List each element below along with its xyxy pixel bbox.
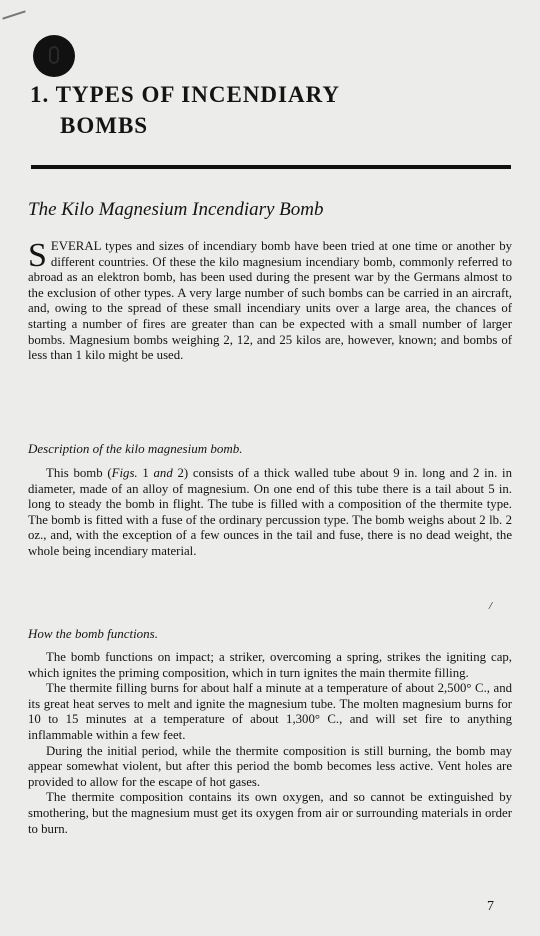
- figs-nums: 1: [137, 466, 154, 480]
- chapter-title-line2: BOMBS: [60, 113, 149, 138]
- page-number: 7: [487, 899, 494, 914]
- figs-end: 2: [172, 466, 184, 480]
- chapter-title: [30, 79, 430, 141]
- scan-speck: [2, 10, 25, 19]
- description-heading: Description of the kilo magnesium bomb.: [28, 441, 243, 456]
- intro-paragraph: [28, 239, 512, 364]
- chapter-badge-icon: [33, 35, 75, 77]
- drop-cap: S: [28, 237, 47, 274]
- figs-and: and: [153, 466, 173, 480]
- chapter-title-line1: 1. TYPES OF INCENDIARY: [30, 82, 341, 107]
- function-body: [28, 650, 512, 837]
- intro-text: EVERAL types and sizes of incendiary bomb have been tried at one time or another by different countries. Of these the kilo magnesium incendiary bomb, commonly referred to abroad as an elektron bomb, has been used during the present war by the Germans almost to the exclusion of other types. A very large number of such bombs can be carried in an aircraft, and, owing to the spread of these small incendiary units over a large area, the chances of starting a number of fires are greater than can be expected with a small number of larger bombs. Magnesium bombs weighing 2, 12, and 25 kilos are, however, known; and bombs of less than 1 kilo might be used.: [28, 239, 512, 363]
- description-text-start: This bomb (: [46, 466, 112, 480]
- section-title: The Kilo Magnesium Incendiary Bomb: [28, 199, 324, 220]
- description-text-rest: ) consists of a thick walled tube about 9 in. long and 2 in. in diameter, made of an alloy of magnesium. On one end of this tube there is a tail about 5 in. long to steady the bomb in flight. The tube is filled with a composition of the thermite type. The bomb is fitted with a fuse of the ordinary percussion type. The bomb weighs about 2 lb. 2 oz., and, with the exception of a few ounces in the tail and fuse, there is no dead weight, the whole being incendiary material.: [28, 466, 512, 558]
- function-paragraph: During the initial period, while the thermite composition is still burning, the bomb may appear somewhat violent, but after this period the bomb becomes less active. Vent holes are provided to allow for the escape of hot gases.: [28, 743, 512, 789]
- title-divider: [31, 165, 511, 169]
- function-heading: How the bomb functions.: [28, 626, 158, 641]
- stray-mark: /: [489, 600, 493, 612]
- function-paragraph: The bomb functions on impact; a striker, overcoming a spring, strikes the igniting cap, which ignites the priming composition, which in turn ignites the main thermite filling.: [28, 650, 512, 680]
- function-paragraph: The thermite composition contains its own oxygen, and so cannot be extinguished by smothering, but the magnesium must get its oxygen from air or surrounding materials in order to burn.: [28, 790, 512, 836]
- function-paragraph: The thermite filling burns for about half a minute at a temperature of about 2,500° C., and its great heat serves to melt and ignite the magnesium tube. The molten magnesium burns for 10 to 15 minutes at a temperature of about 1,300° C., and will set fire to anything inflammable within a few feet.: [28, 681, 512, 742]
- description-paragraph: [28, 466, 512, 560]
- figs-ref: Figs.: [111, 466, 138, 480]
